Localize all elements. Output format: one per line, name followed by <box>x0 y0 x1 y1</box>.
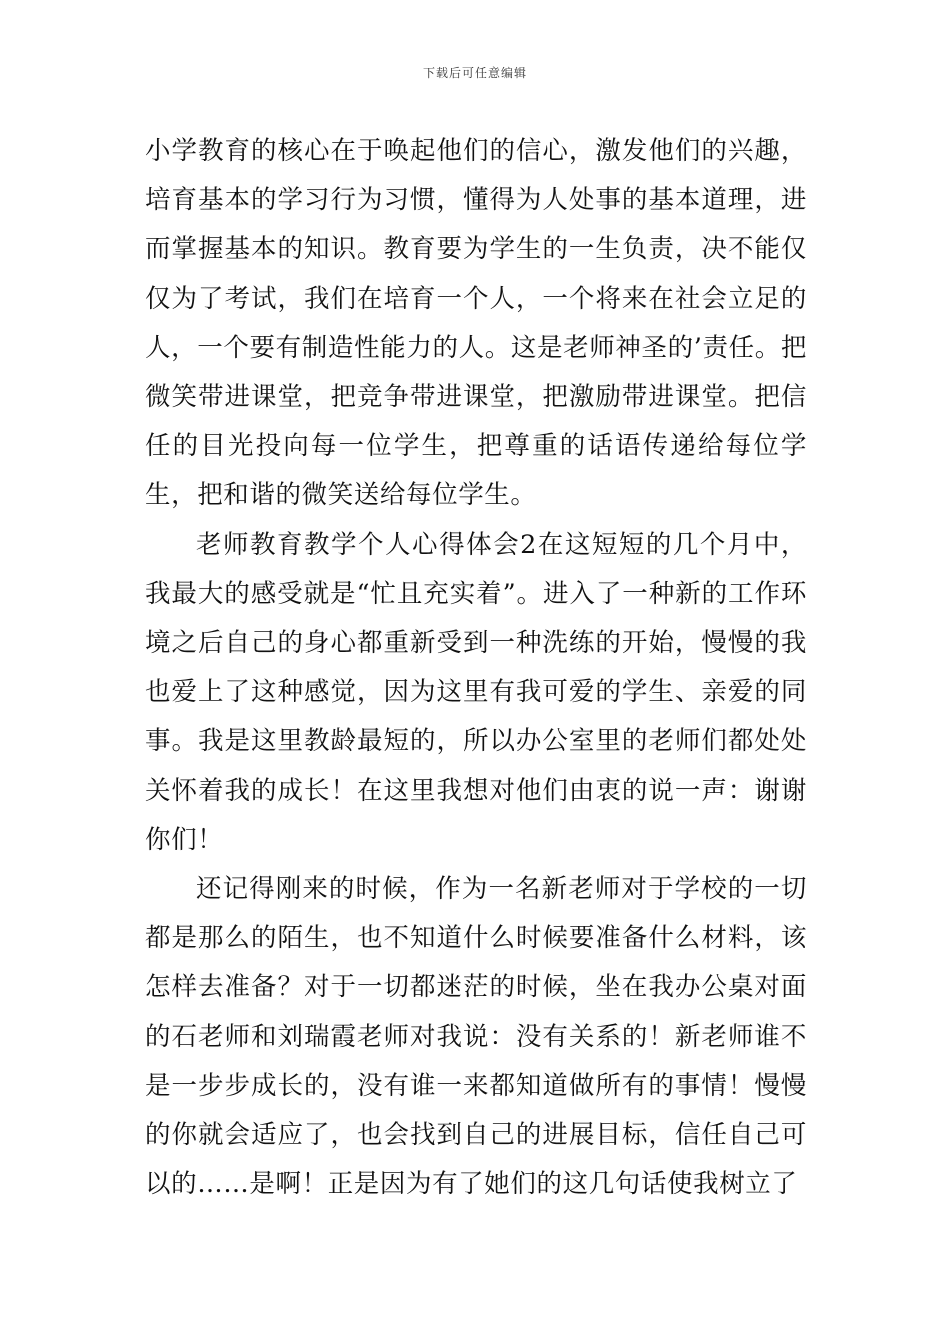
page-header: 下载后可任意编辑 <box>422 66 527 80</box>
paragraph-3: 还记得刚来的时候，作为一名新老师对于学校的一切都是那么的陌生，也不知道什么时候要准备什么材料，该怎样去准备？对于一切都迷茫的时候，坐在我办公桌对面的石老师和刘瑞霞老师对我说：没有关系的！新老师谁不是一步步成长的，没有谁一来都知道做所有的事情！慢慢的你就会适应了，也会找到自己的进展目标，信任自己可以的……是啊！正是因为有了她们的这几句话使我树立了 <box>145 874 807 1200</box>
paragraph-2: 老师教育教学个人心得体会2在这短短的几个月中，我最大的感受就是“忙且充实着”。进入了一种新的工作环境之后自己的身心都重新受到一种洗练的开始，慢慢的我也爱上了这种感觉，因为这里有我可爱的学生、亲爱的同事。我是这里教龄最短的，所以办公室里的老师们都处处关怀着我的成长！在这里我想对他们由衷的说一声：谢谢你们！ <box>145 529 807 855</box>
paragraph-1: 小学教育的核心在于唤起他们的信心，激发他们的兴趣，培育基本的学习行为习惯，懂得为人处事的基本道理，进而掌握基本的知识。教育要为学生的一生负责，决不能仅仅为了考试，我们在培育一个人，一个将来在社会立足的人，一个要有制造性能力的人。这是老师神圣的’责任。把微笑带进课堂，把竞争带进课堂，把激励带进课堂。把信任的目光投向每一位学生，把尊重的话语传递给每位学生，把和谐的微笑送给每位学生。 <box>145 136 807 511</box>
document-body <box>145 127 807 1209</box>
